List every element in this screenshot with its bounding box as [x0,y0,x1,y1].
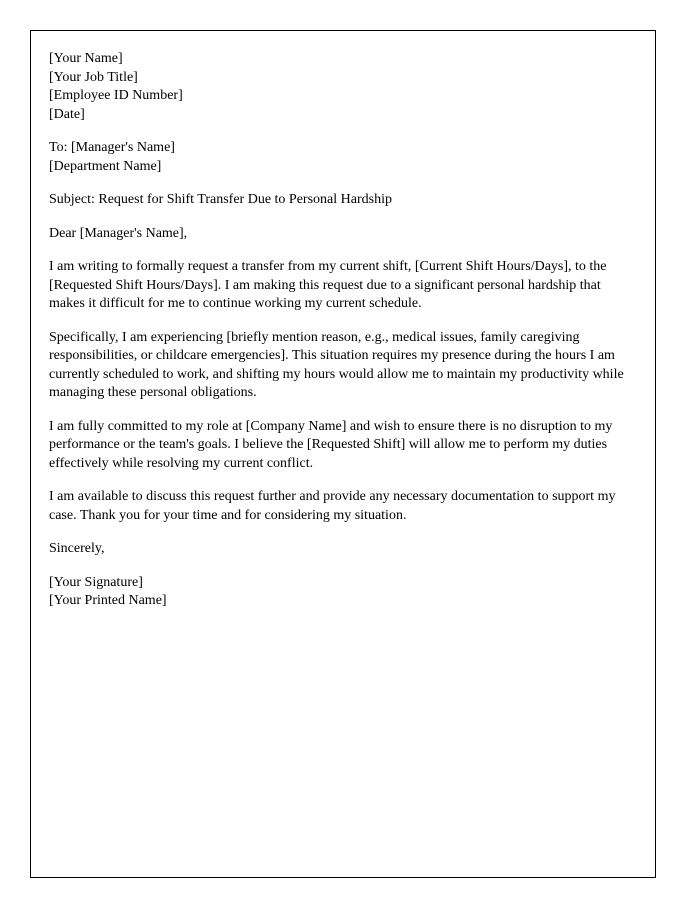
sender-job-title: [Your Job Title] [49,69,138,85]
body-paragraph-1: I am writing to formally request a transfer from my current shift, [Current Shift Hours/Days], to the [Requested Shift Hours/Days]. I am making this request due to a significant personal hardship that makes it difficult for me to continue working my current schedule. [49,259,607,311]
salutation-block [49,225,637,244]
printed-name-placeholder: [Your Printed Name] [49,593,167,608]
letter-date: [Date] [49,106,85,122]
signature-placeholder: [Your Signature] [49,574,143,590]
salutation: Dear [Manager's Name], [49,225,188,241]
recipient-info-block [49,139,637,176]
signature-block [49,574,637,611]
sender-name: [Your Name] [49,51,123,66]
subject-line-block [49,191,637,210]
closing-block [49,540,637,559]
recipient-department: [Department Name] [49,158,162,174]
subject-line: Subject: Request for Shift Transfer Due to Personal Hardship [49,192,392,207]
sender-info-block [49,50,637,124]
closing: Sincerely, [49,541,105,556]
letter-page [30,30,656,878]
body-paragraph-3: I am fully committed to my role at [Company Name] and wish to ensure there is no disruption to my performance or the team's goals. I believe the [Requested Shift] will allow me to perform my duties effectively while resolving my current conflict. [49,418,613,471]
body-paragraph-4: I am available to discuss this request further and provide any necessary documentation to support my case. Thank you for your time and for considering my situation. [49,489,616,523]
recipient-name: To: [Manager's Name] [49,140,175,155]
sender-employee-id: [Employee ID Number] [49,88,183,103]
body-paragraph-2: Specifically, I am experiencing [briefly mention reason, e.g., medical issues, family caregiving responsibilities, or childcare emergencies]. This situation requires my presence during the hours I am currently scheduled to work, and shifting my hours would allow me to maintain my productivity while managing these personal obligations. [49,329,624,400]
